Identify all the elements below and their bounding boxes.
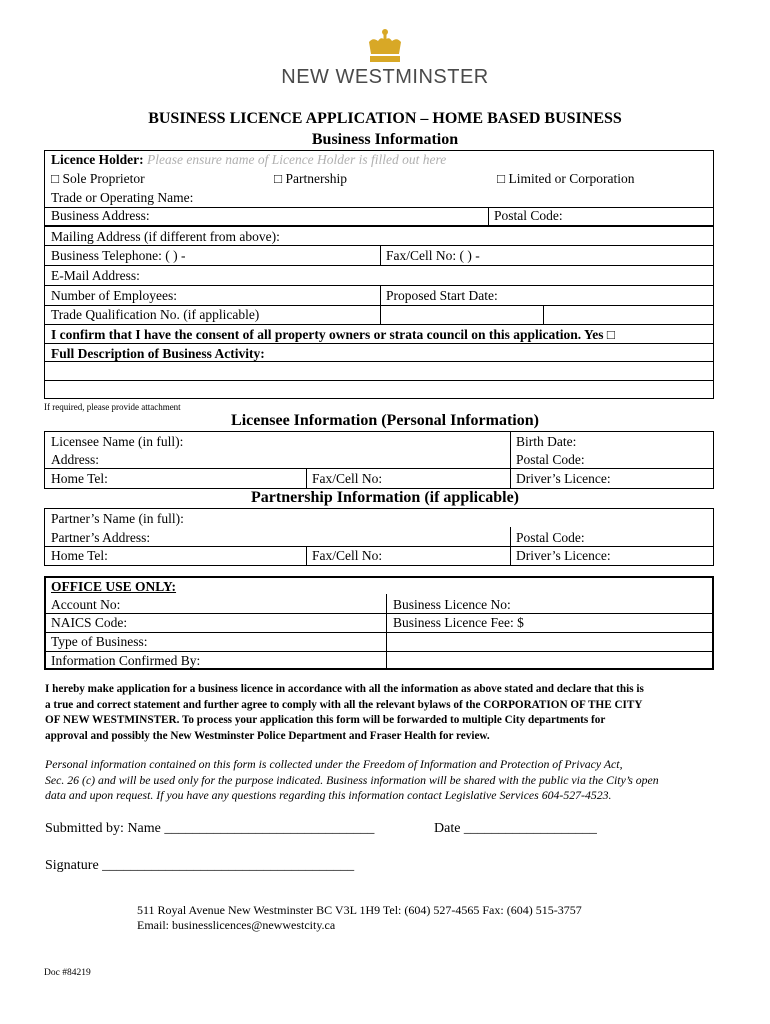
org-name: NEW WESTMINSTER xyxy=(281,66,489,88)
licensee-name-field[interactable]: Licensee Name (in full): xyxy=(51,434,184,449)
attachment-note: If required, please provide attachment xyxy=(44,402,181,412)
submitted-by-name-field[interactable]: Submitted by: Name ______________________________ xyxy=(45,821,375,836)
licence-holder-row[interactable] xyxy=(51,151,446,168)
postal-code-field[interactable]: Postal Code: xyxy=(494,208,563,223)
licensee-postal-code-field[interactable]: Postal Code: xyxy=(516,452,585,467)
licensee-fax-cell-field[interactable]: Fax/Cell No: xyxy=(312,471,383,486)
trade-name-field[interactable]: Trade or Operating Name: xyxy=(51,190,194,205)
footer-email: Email: businesslicences@newwestcity.ca xyxy=(137,918,336,932)
date-field[interactable]: Date ___________________ xyxy=(434,821,597,836)
licence-fee-field[interactable]: Business Licence Fee: $ xyxy=(393,615,524,630)
description-field[interactable] xyxy=(45,362,713,398)
naics-code-field[interactable]: NAICS Code: xyxy=(51,615,128,630)
logo xyxy=(0,28,770,89)
partner-home-tel-field[interactable]: Home Tel: xyxy=(51,548,108,563)
start-date-field[interactable]: Proposed Start Date: xyxy=(386,288,498,303)
licence-holder-label: Licence Holder: xyxy=(51,152,144,167)
account-no-field[interactable]: Account No: xyxy=(51,597,121,612)
employees-field[interactable]: Number of Employees: xyxy=(51,288,177,303)
partner-address-field[interactable]: Partner’s Address: xyxy=(51,530,151,545)
crown-icon xyxy=(365,28,405,64)
trade-qualification-field[interactable]: Trade Qualification No. (if applicable) xyxy=(51,307,260,322)
email-field[interactable]: E-Mail Address: xyxy=(51,268,140,283)
section-title-licensee: Licensee Information (Personal Information) xyxy=(231,412,539,429)
partner-drivers-licence-field[interactable]: Driver’s Licence: xyxy=(516,548,611,563)
mailing-address-field[interactable]: Mailing Address (if different from above): xyxy=(51,229,280,244)
partnership-checkbox[interactable]: □ Partnership xyxy=(274,171,348,186)
document-title: BUSINESS LICENCE APPLICATION – HOME BASED BUSINESS xyxy=(148,110,622,127)
section-title-partnership: Partnership Information (if applicable) xyxy=(251,489,519,506)
business-address-field[interactable]: Business Address: xyxy=(51,208,150,223)
description-label: Full Description of Business Activity: xyxy=(51,346,265,361)
partner-fax-cell-field[interactable]: Fax/Cell No: xyxy=(312,548,383,563)
partner-postal-code-field[interactable]: Postal Code: xyxy=(516,530,585,545)
licence-no-field[interactable]: Business Licence No: xyxy=(393,597,511,612)
section-title-business: Business Information xyxy=(311,131,459,148)
limited-corporation-checkbox[interactable]: □ Limited or Corporation xyxy=(497,171,635,186)
partner-name-field[interactable]: Partner’s Name (in full): xyxy=(51,511,184,526)
sole-proprietor-checkbox[interactable]: □ Sole Proprietor xyxy=(51,171,145,186)
office-use-title: OFFICE USE ONLY: xyxy=(51,579,177,594)
type-of-business-field[interactable]: Type of Business: xyxy=(51,634,148,649)
confirmed-by-field[interactable]: Information Confirmed By: xyxy=(51,653,201,668)
consent-checkbox[interactable]: I confirm that I have the consent of all property owners or strata council on this application. Yes □ xyxy=(51,327,616,342)
business-telephone-field[interactable]: Business Telephone: ( ) - xyxy=(51,248,186,263)
signature-field[interactable]: Signature ____________________________________ xyxy=(45,858,355,873)
document-number: Doc #84219 xyxy=(44,968,91,978)
birth-date-field[interactable]: Birth Date: xyxy=(516,434,577,449)
declaration-text: I hereby make application for a business licence in accordance with all the information as above stated and declare that this is a true and correct statement and further agree to comply with all the relevant bylaws of the CORPORATION OF THE CITY OF NEW WESTMINSTER. To process your application this form will be forwarded to multiple City departments for approval and possibly the New Westminster Police Department and Fraser Health for review. xyxy=(45,683,644,742)
licensee-home-tel-field[interactable]: Home Tel: xyxy=(51,471,108,486)
privacy-notice: Personal information contained on this form is collected under the Freedom of Information and Protection of Privacy Act, Sec. 26 (c) and will be used only for the purpose indicated. Business information will be shared with the public via the City’s open data and upon request. If you have any questions regarding this information contact Legislative Services 604-527-4523. xyxy=(45,757,659,802)
licensee-address-field[interactable]: Address: xyxy=(51,452,99,467)
footer-address: 511 Royal Avenue New Westminster BC V3L 1H9 Tel: (604) 527-4565 Fax: (604) 515-3757 xyxy=(137,903,582,917)
licence-holder-hint: Please ensure name of Licence Holder is filled out here xyxy=(146,152,447,167)
fax-cell-field[interactable]: Fax/Cell No: ( ) - xyxy=(386,248,480,263)
licensee-drivers-licence-field[interactable]: Driver’s Licence: xyxy=(516,471,611,486)
